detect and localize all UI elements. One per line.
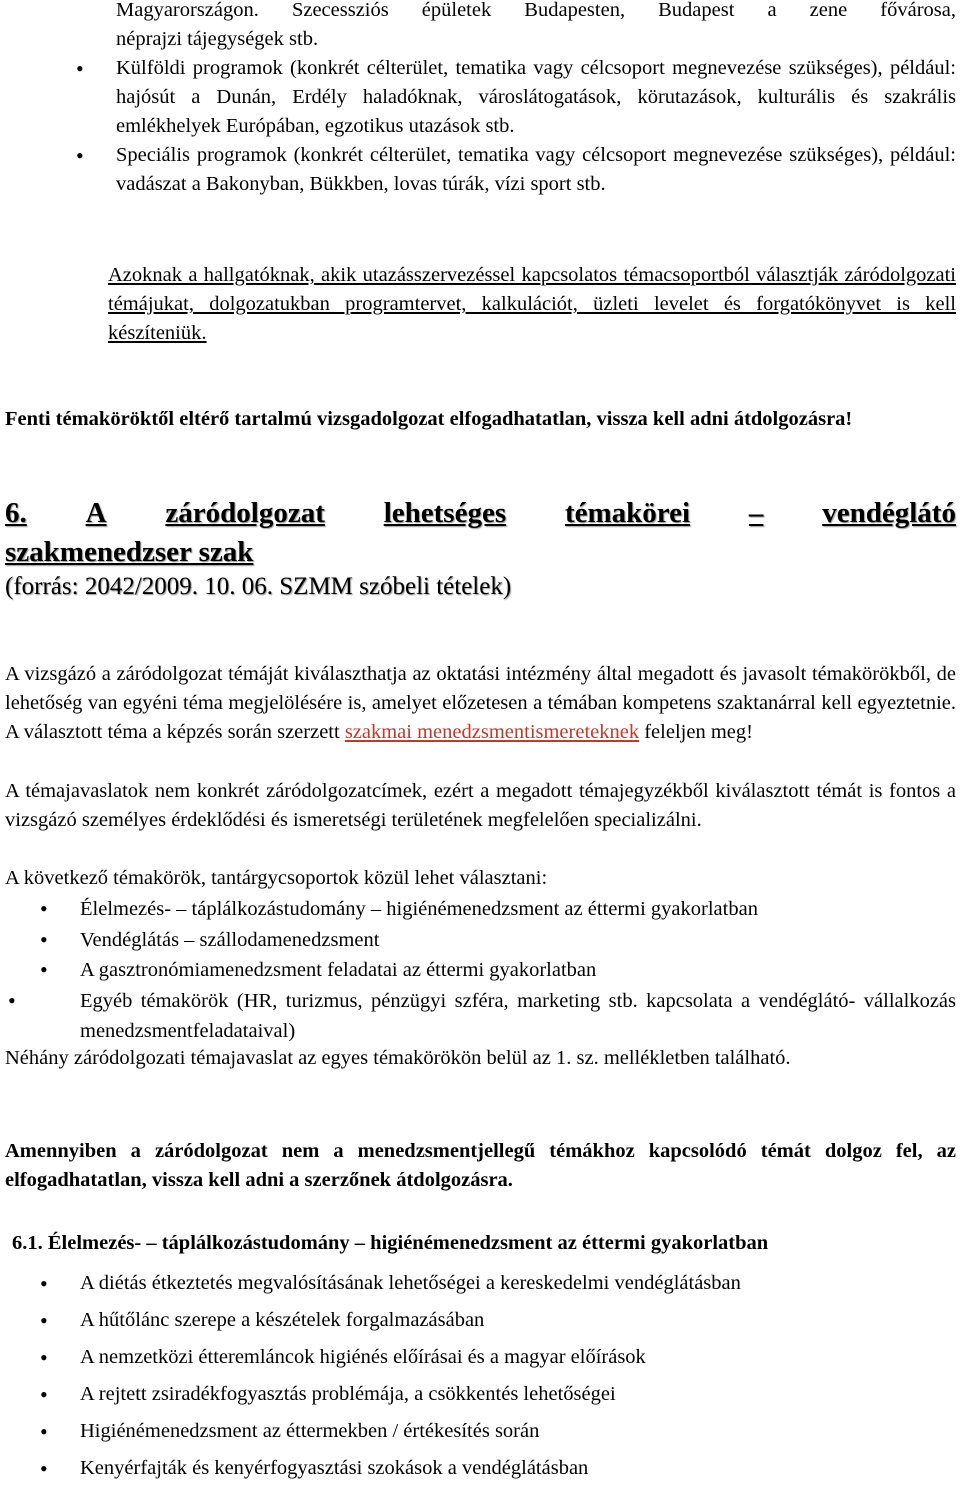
section-6-source: (forrás: 2042/2009. 10. 06. SZMM szóbeli tételek) [5, 573, 512, 600]
bullet-continuation-line-2: néprajzi tájegységek stb. [116, 28, 319, 50]
off-topic-warning: Fenti témaköröktől eltérő tartalmú vizsgadolgozat elfogadhatatlan, vissza kell adni átdolgozásra! [5, 408, 853, 430]
bullet-continuation-line-1: Magyarországon. Szecessziós épületek Budapesten, Budapest a zene fővárosa, [116, 0, 956, 21]
topic-item: • A gasztronómiamenedzsment feladatai az éttermi gyakorlatban [80, 955, 956, 986]
section-6-heading-line-2: szakmenedzser szak [5, 536, 254, 568]
list-item-special-programs: • Speciális programok (konkrét célterület, tematika vagy célcsoport megnevezése szükséges), például: vadászat a Bakonyban, Bükkben, lovas túrák, vízi sport stb. [116, 141, 956, 199]
subsection-6-1-title: 6.1. Élelmezés- – táplálkozástudomány – higiénémenedzsment az éttermi gyakorlatban [12, 1232, 769, 1254]
subtopic-item: • Kenyérfajták és kenyérfogyasztási szokások a vendéglátásban [80, 1450, 956, 1487]
appendix-note: Néhány záródolgozati témajavaslat az egyes témakörökön belül az 1. sz. mellékletben található. [5, 1047, 791, 1069]
topic-item: • Egyéb témakörök (HR, turizmus, pénzügyi szféra, marketing stb. kapcsolata a vendéglátó- vállalkozás menedzsmentfeladataival) [48, 986, 956, 1047]
intro-paragraph-3: A következő témakörök, tantárgycsoportok közül lehet választani: [5, 867, 548, 889]
topic-list [80, 894, 956, 1047]
subtopic-item: • A diétás étkeztetés megvalósításának lehetőségei a kereskedelmi vendéglátásban [80, 1265, 956, 1302]
program-type-list [116, 54, 956, 199]
subtopic-item: • Higiénémenedzsment az éttermekben / értékesítés során [80, 1413, 956, 1450]
subtopic-item: • A nemzetközi étteremláncok higiénés előírásai és a magyar előírások [80, 1339, 956, 1376]
section-6-heading-line-1: 6. A záródolgozat lehetséges témakörei – vendéglátó [5, 497, 956, 529]
subtopic-item: • A rejtett zsiradékfogyasztás problémája, a csökkentés lehetőségei [80, 1376, 956, 1413]
subsection-6-1-list [80, 1265, 956, 1487]
subtopic-item: • A hűtőlánc szerepe a készételek forgalmazásában [80, 1302, 956, 1339]
highlighted-term: szakmai menedzsmentismereteknek [344, 721, 640, 743]
list-item-foreign-programs: • Külföldi programok (konkrét célterület, tematika vagy célcsoport megnevezése szükséges), például: hajósút a Dunán, Erdély haladóknak, városlátogatások, körutazások, kulturális és szakrális emlékhelyek Európában, egzotikus utazások stb. [116, 54, 956, 141]
non-management-topic-warning: Amennyiben a záródolgozat nem a menedzsmentjellegű témákhoz kapcsolódó témát dolgoz fel, az elfogadhatatlan, vissza kell adni a szerzőnek átdolgozásra. [5, 1140, 956, 1191]
intro-paragraph-1: A vizsgázó a záródolgozat témáját kiválaszthatja az oktatási intézmény által megadott és javasolt témakörökből, de lehetőség van egyéni téma megjelölésére is, amelyet előzetesen a témában kompetens szaktanárral kell egyeztetnie. A választott téma a képzés során szerzett szakmai menedzsmentismereteknek feleljen meg! [5, 663, 956, 743]
intro-paragraph-2: A témajavaslatok nem konkrét záródolgozatcímek, ezért a megadott témajegyzékből kiválasztott témát is fontos a vizsgázó személyes érdeklődési és ismeretségi területének megfelelően specializálni. [5, 780, 956, 831]
travel-organisation-note: Azoknak a hallgatóknak, akik utazásszervezéssel kapcsolatos témacsoportból választják záródolgozati témájukat, dolgozatukban programtervet, kalkulációt, üzleti levelet és forgatókönyvet is kell készíteniük. [108, 264, 956, 344]
topic-item: • Élelmezés- – táplálkozástudomány – higiénémenedzsment az éttermi gyakorlatban [80, 894, 956, 925]
topic-item: • Vendéglátás – szállodamenedzsment [80, 925, 956, 956]
